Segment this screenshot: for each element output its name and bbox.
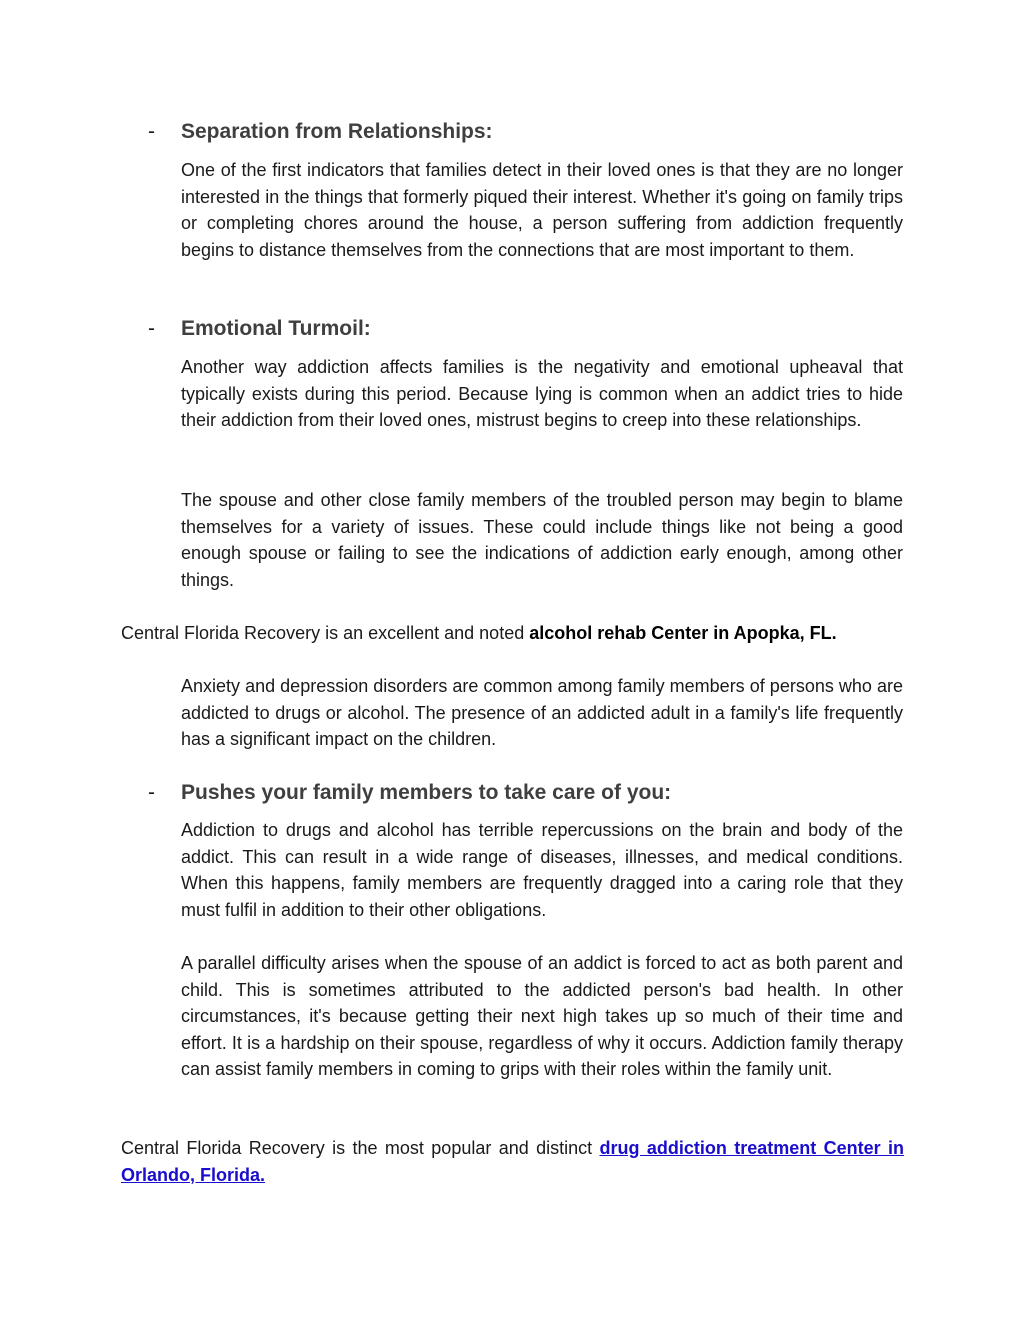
- promo-orlando: [121, 1135, 904, 1188]
- promo-apopka-text: Central Florida Recovery is an excellent and noted: [121, 623, 530, 643]
- section-heading-separation: [148, 120, 904, 150]
- bullet-dash: -: [148, 781, 155, 804]
- drug-addiction-treatment-link[interactable]: drug addiction treatment Center in Orlando, Florida.: [121, 1138, 904, 1185]
- promo-apopka-bold: alcohol rehab Center in Apopka, FL.: [529, 623, 837, 643]
- paragraph-separation: One of the first indicators that families detect in their loved ones is that they are no longer interested in the things that formerly piqued their interest. Whether it's going on family trips or completing chores around the house, a person suffering from addiction frequently begins to distance themselves from the connections that are most important to them.: [181, 160, 903, 260]
- heading-text: Emotional Turmoil:: [181, 317, 371, 340]
- heading-text: Separation from Relationships:: [181, 120, 493, 143]
- promo-apopka: [121, 620, 904, 647]
- promo-orlando-text: Central Florida Recovery is the most popular and distinct: [121, 1138, 600, 1158]
- heading-text: Pushes your family members to take care of you:: [181, 781, 672, 804]
- bullet-dash: -: [148, 317, 155, 340]
- section-heading-pushes-family: [148, 781, 904, 811]
- paragraph-pushes-2: A parallel difficulty arises when the spouse of an addict is forced to act as both parent and child. This is sometimes attributed to the addicted person's bad health. In other circumstances, it's because getting their next high takes up so much of their time and effort. It is a hardship on their spouse, regardless of why it occurs. Addiction family therapy can assist family members in coming to grips with their roles within the family unit.: [181, 953, 903, 1079]
- paragraph-pushes-1: Addiction to drugs and alcohol has terrible repercussions on the brain and body of the addict. This can result in a wide range of diseases, illnesses, and medical conditions. When this happens, family members are frequently dragged into a caring role that they must fulfil in addition to their other obligations.: [181, 820, 903, 920]
- bullet-dash: -: [148, 120, 155, 143]
- section-heading-emotional-turmoil: [148, 317, 904, 347]
- paragraph-emotional-1: Another way addiction affects families is the negativity and emotional upheaval that typically exists during this period. Because lying is common when an addict tries to hide their addiction from their loved ones, mistrust begins to creep into these relationships.: [181, 357, 903, 430]
- paragraph-anxiety: Anxiety and depression disorders are common among family members of persons who are addicted to drugs or alcohol. The presence of an addicted adult in a family's life frequently has a significant impact on the children.: [181, 676, 903, 749]
- paragraph-emotional-2: The spouse and other close family members of the troubled person may begin to blame themselves for a variety of issues. These could include things like not being a good enough spouse or failing to see the indications of addiction early enough, among other things.: [181, 490, 903, 590]
